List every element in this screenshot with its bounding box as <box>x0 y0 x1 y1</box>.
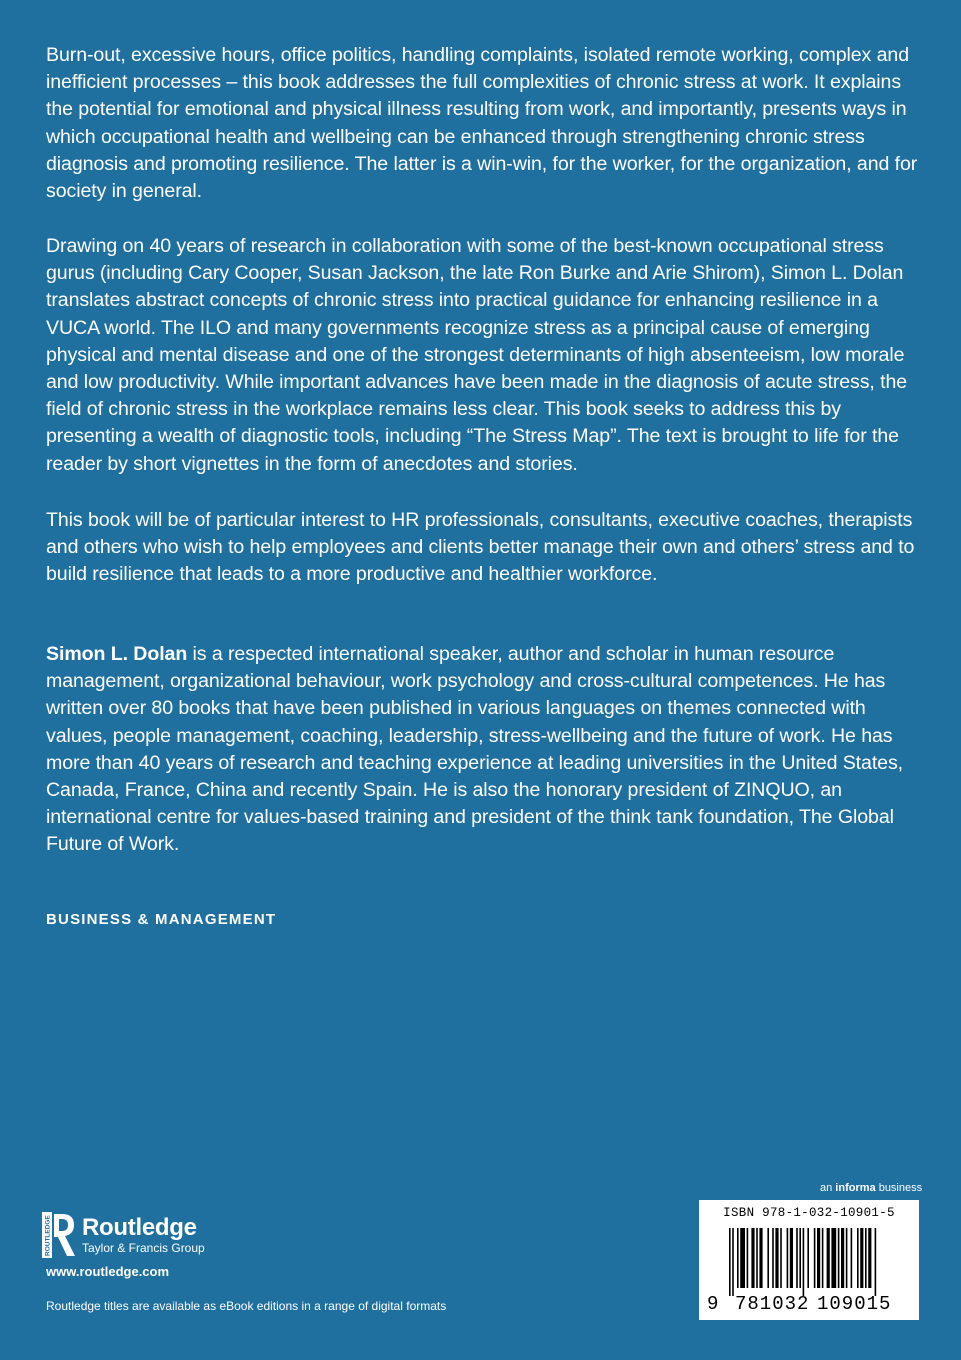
category-label: BUSINESS & MANAGEMENT <box>46 911 277 928</box>
informa-tagline <box>820 1182 922 1194</box>
barcode-bar <box>775 1228 778 1288</box>
informa-prefix: an <box>820 1182 836 1194</box>
barcode-bar <box>846 1228 848 1288</box>
informa-suffix: business <box>875 1182 923 1194</box>
publisher-block <box>40 1210 205 1260</box>
barcode-bar <box>822 1228 824 1288</box>
barcode-bar <box>803 1228 805 1296</box>
barcode-bar <box>868 1228 871 1288</box>
publisher-name: Routledge <box>82 1214 197 1241</box>
barcode-bar <box>817 1228 820 1288</box>
barcode-bar <box>767 1228 769 1288</box>
barcode-bar <box>875 1228 877 1296</box>
barcode-bar <box>780 1228 782 1288</box>
barcode-digit-group-1: 781032 <box>735 1293 810 1315</box>
barcode-bar <box>787 1228 789 1288</box>
informa-brand: informa <box>835 1182 876 1194</box>
isbn-label: ISBN 978-1-032-10901-5 <box>723 1206 895 1220</box>
blurb-paragraph-2: Drawing on 40 years of research in collaboration with some of the best-known occupational stress gurus (including Cary Cooper, Susan Jackson, the late Ron Burke and Arie Shirom), Simon L. Dolan translates abstract concepts of chronic stress into practical guidance for enhancing resilience in a VUCA world. The ILO and many governments recognize stress as a principal cause of emerging physical and mental disease and one of the strongest determinants of high absenteeism, low morale and low productivity. While important advances have been made in the diagnosis of acute stress, the field of chronic stress in the workplace remains less clear. This book seeks to address this by presenting a wealth of diagnostic tools, including “The Stress Map”. The text is brought to life for the reader by short vignettes in the form of anecdotes and stories. <box>46 235 908 475</box>
barcode-bar <box>747 1228 749 1288</box>
barcode-bar <box>796 1228 798 1288</box>
blurb-paragraph-3: This book will be of particular interest to HR professionals, consultants, executive coaches, therapists and others who wish to help employees and clients better manage their own and others’ stress and to build resilience that leads to a more productive and healthier workforce. <box>46 509 915 586</box>
barcode-bar <box>807 1228 809 1288</box>
barcode-bar <box>732 1228 734 1296</box>
barcode-bar <box>799 1228 801 1288</box>
barcode-bar <box>814 1228 816 1288</box>
barcode-bar <box>772 1228 774 1288</box>
barcode-bar <box>751 1228 754 1288</box>
barcode-bar <box>860 1228 863 1288</box>
barcode-bar <box>756 1228 758 1288</box>
blurb-paragraph-1: Burn-out, excessive hours, office politics, handling complaints, isolated remote working, complex and inefficient processes – this book addresses the full complexities of chronic stress at work. It explains the potential for emotional and physical illness resulting from work, and importantly, presents ways in which occupational health and wellbeing can be enhanced through strengthening chronic stress diagnosis and promoting resilience. The latter is a win-win, for the worker, for the organization, and for society in general. <box>46 44 918 203</box>
barcode-image <box>699 1224 919 1296</box>
barcode-bar <box>865 1228 867 1288</box>
barcode-bar <box>827 1228 830 1288</box>
publisher-group: Taylor & Francis Group <box>82 1241 205 1255</box>
barcode-bar <box>841 1228 844 1288</box>
barcode-bar <box>737 1228 739 1288</box>
barcode-bar <box>790 1228 793 1288</box>
barcode-bar <box>838 1228 840 1288</box>
author-bio <box>46 641 926 859</box>
barcode-bar <box>831 1228 836 1288</box>
barcode-digit-first: 9 <box>707 1293 719 1315</box>
logo-vertical-text: ROUTLEDGE <box>44 1215 52 1256</box>
author-name: Simon L. Dolan <box>46 643 188 665</box>
routledge-logo-icon <box>40 1210 78 1260</box>
barcode-bar <box>851 1228 853 1288</box>
barcode-bar <box>729 1228 731 1296</box>
ebook-note: Routledge titles are available as eBook editions in a range of digital formats <box>46 1299 447 1313</box>
barcode-bar <box>857 1228 859 1288</box>
barcode-digit-group-2: 109015 <box>817 1293 892 1315</box>
barcode-bar <box>759 1228 762 1288</box>
publisher-website: www.routledge.com <box>46 1264 170 1279</box>
author-bio-text: is a respected international speaker, author and scholar in human resource management, organizational behaviour, work psychology and cross-cultural competences. He has written over 80 books that have been published in various languages on themes connected with values, people management, coaching, leadership, stress-wellbeing and the future of work. He has more than 40 years of research and teaching experience at leading universities in the United States, Canada, France, China and recently Spain. He is also the honorary president of ZINQUO, an international centre for values-based training and president of the think tank foundation, The Global Future of Work. <box>46 643 903 856</box>
barcode-box <box>699 1200 919 1320</box>
barcode-bar <box>740 1228 745 1288</box>
